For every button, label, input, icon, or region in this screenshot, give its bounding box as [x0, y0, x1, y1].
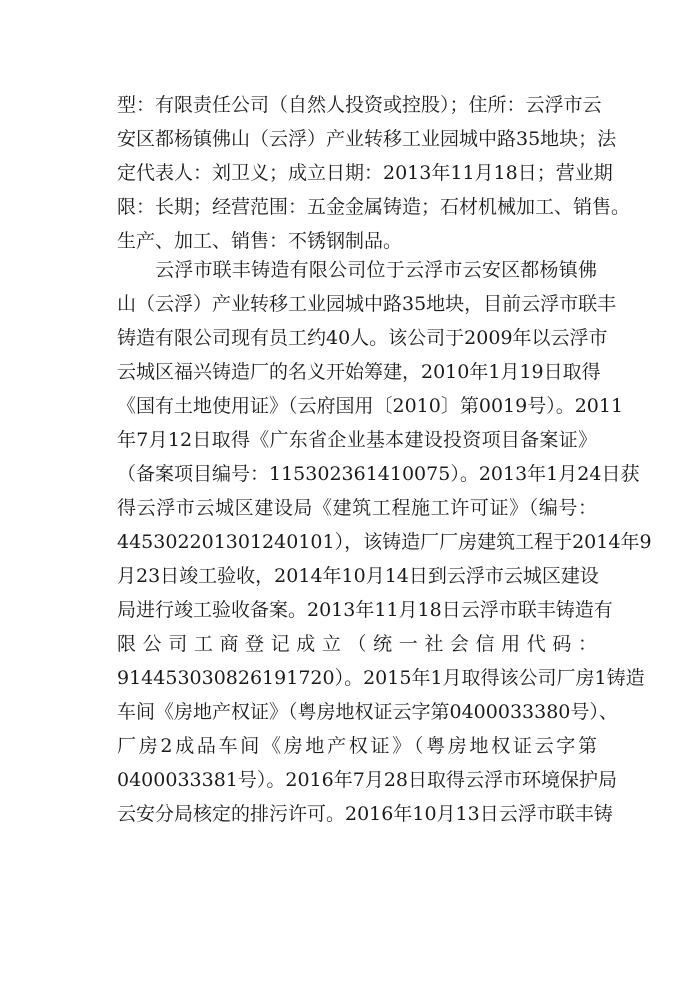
text-line: 云浮市联丰铸造有限公司位于云浮市云安区都杨镇佛 — [155, 259, 597, 281]
text-line: 限：长期；经营范围：五金金属铸造；石材机械加工、销售。 — [117, 196, 631, 218]
paragraph-company-history — [117, 253, 652, 831]
text-line: 月23日竣工验收，2014年10月14日到云浮市云城区建设 — [117, 565, 599, 587]
text-line: 445302201301240101），该铸造厂厂房建筑工程于2014年9 — [117, 531, 652, 553]
text-line: 厂房2成品车间《房地产权证》（粤房地权证云字第 — [117, 735, 597, 757]
text-line: 云安分局核定的排污许可。2016年10月13日云浮市联丰铸 — [117, 803, 613, 825]
text-line: 安区都杨镇佛山（云浮）产业转移工业园城中路35地块；法 — [117, 128, 617, 150]
text-line: 山（云浮）产业转移工业园城中路35地块，目前云浮市联丰 — [117, 293, 617, 315]
text-line: 914453030826191720）。2015年1月取得该公司厂房1铸造 — [117, 667, 645, 689]
text-line: 车间《房地产权证》（粤房地权证云字第0400033380号）、 — [117, 701, 618, 723]
text-line: 定代表人：刘卫义；成立日期：2013年11月18日；营业期 — [117, 162, 613, 184]
paragraph-company-registration — [117, 88, 631, 258]
text-line: 《国有土地使用证》（云府国用〔2010〕第0019号）。2011 — [117, 395, 624, 417]
text-line: 铸造有限公司现有员工约40人。该公司于2009年以云浮市 — [117, 327, 608, 349]
text-line: 年7月12日取得《广东省企业基本建设投资项目备案证》 — [117, 429, 597, 451]
text-line: 得云浮市云城区建设局《建筑工程施工许可证》（编号： — [117, 497, 597, 519]
text-line: 型：有限责任公司（自然人投资或控股）；住所：云浮市云 — [117, 94, 602, 116]
text-line: （备案项目编号：115302361410075）。2013年1月24日获 — [117, 463, 640, 485]
text-line: 云城区福兴铸造厂的名义开始筹建，2010年1月19日取得 — [117, 361, 601, 383]
text-line: 生产、加工、销售：不锈钢制品。 — [117, 230, 403, 252]
text-line: 限公司工商登记成立（统一社会信用代码： — [117, 633, 597, 655]
text-line: 0400033381号）。2016年7月28日取得云浮市环境保护局 — [117, 769, 618, 791]
text-line: 局进行竣工验收备案。2013年11月18日云浮市联丰铸造有 — [117, 599, 613, 621]
